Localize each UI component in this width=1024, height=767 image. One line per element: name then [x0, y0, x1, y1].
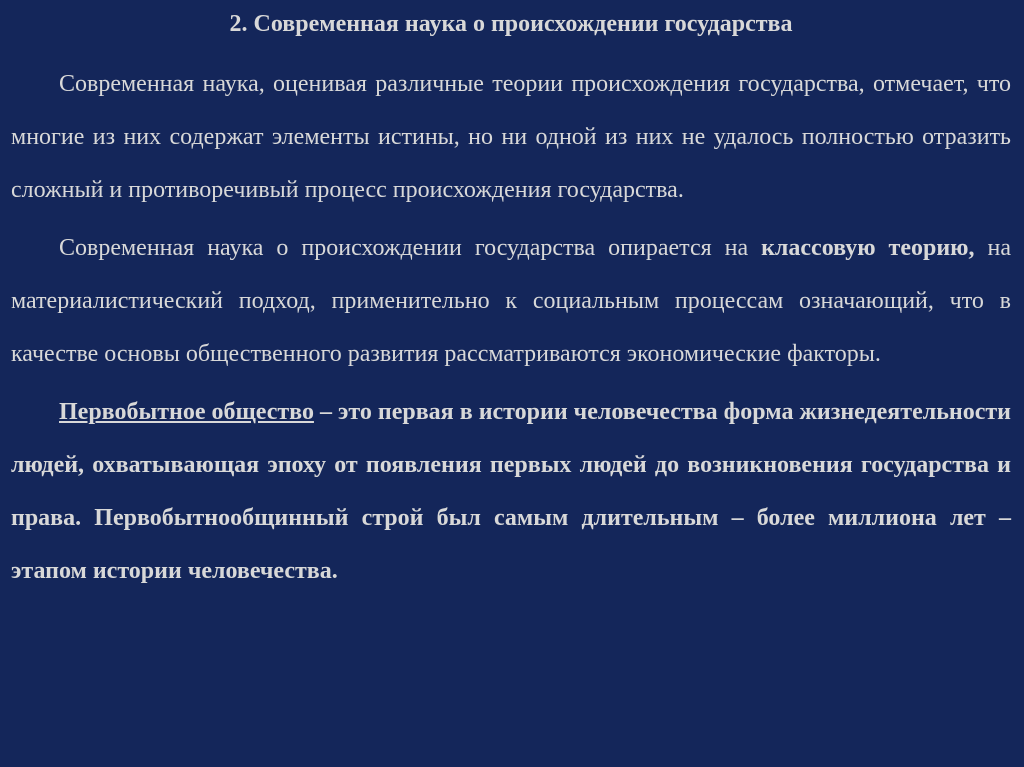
class-theory-term: классовую теорию,: [761, 235, 975, 261]
paragraph-theories: Современная наука, оценивая различные теории происхождения государства, отмечает, что многие из них содержат элементы истины, но ни одной из них не удалось полностью отразить сложный и противоречивый процесс происхождения государства.: [11, 71, 1011, 203]
paragraph-primitive-society: [11, 386, 1011, 598]
paragraph-class-theory-rest: на материалистический подход, применительно к социальным процессам означающий, что в качестве основы общественного развития рассматриваются экономические факторы.: [11, 235, 1011, 367]
primitive-society-definition: – это первая в истории человечества форма жизнедеятельности людей, охватывающая эпоху от появления первых людей до возникновения государства и права. Первобытнообщинный строй был самым длительным – более миллиона лет – этапом истории человечества.: [11, 399, 1011, 584]
paragraph-class-theory: [11, 222, 1011, 381]
primitive-society-term: Первобытное общество: [59, 399, 314, 425]
paragraph-class-theory-intro: Современная наука о происхождении государства опирается на: [59, 235, 762, 261]
slide-title: 2. Современная наука о происхождении государства: [229, 11, 793, 37]
